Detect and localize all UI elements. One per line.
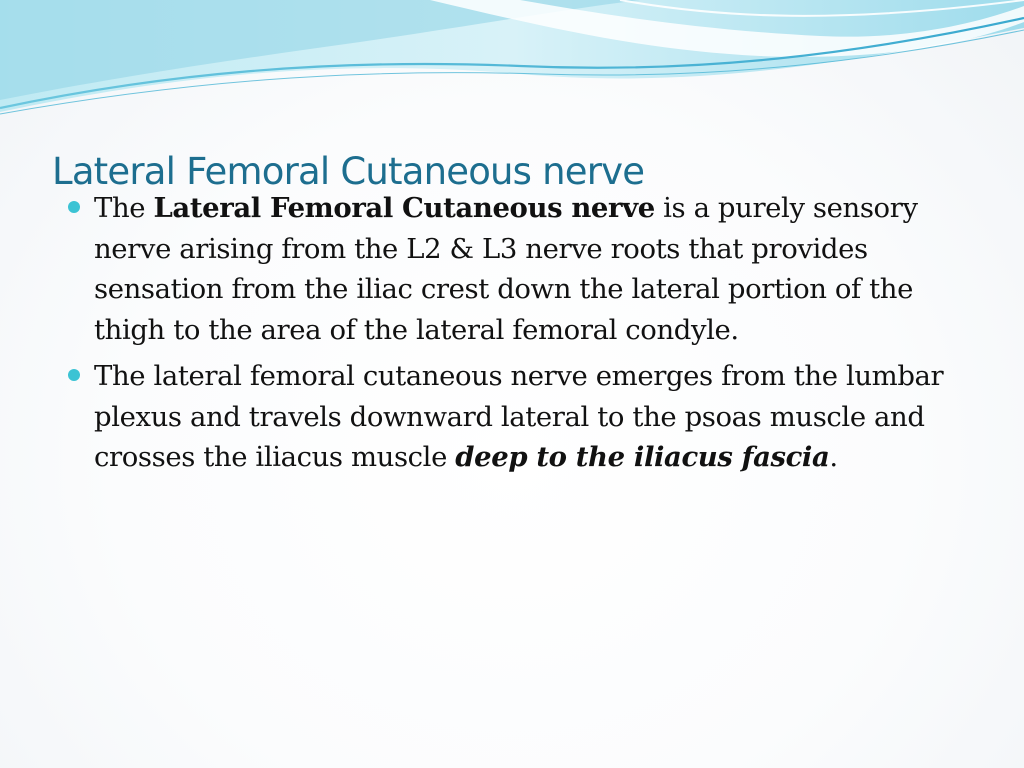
bullet-emphasis: Lateral Femoral Cutaneous nerve xyxy=(153,192,655,224)
bullet-dot-icon xyxy=(68,201,80,213)
bullet-text: is a purely sensory nerve arising from the L2 & L3 nerve roots that provides sensation from the iliac crest down the lateral portion of the thigh to the area of the lateral femoral condyle. xyxy=(94,192,918,346)
wave-header-decoration xyxy=(0,0,1024,130)
bullet-item xyxy=(62,188,982,350)
slide-title: Lateral Femoral Cutaneous nerve xyxy=(52,150,645,193)
bullet-item xyxy=(62,356,982,478)
bullet-text: . xyxy=(829,441,838,473)
bullet-dot-icon xyxy=(68,369,80,381)
bullet-text: The xyxy=(94,192,154,224)
bullet-text: The lateral femoral cutaneous nerve emerges from the lumbar plexus and travels downward lateral to the psoas muscle and crosses the iliacus muscle xyxy=(94,360,944,473)
bullet-emphasis: deep to the iliacus fascia xyxy=(455,441,830,473)
bullet-list xyxy=(62,188,982,484)
